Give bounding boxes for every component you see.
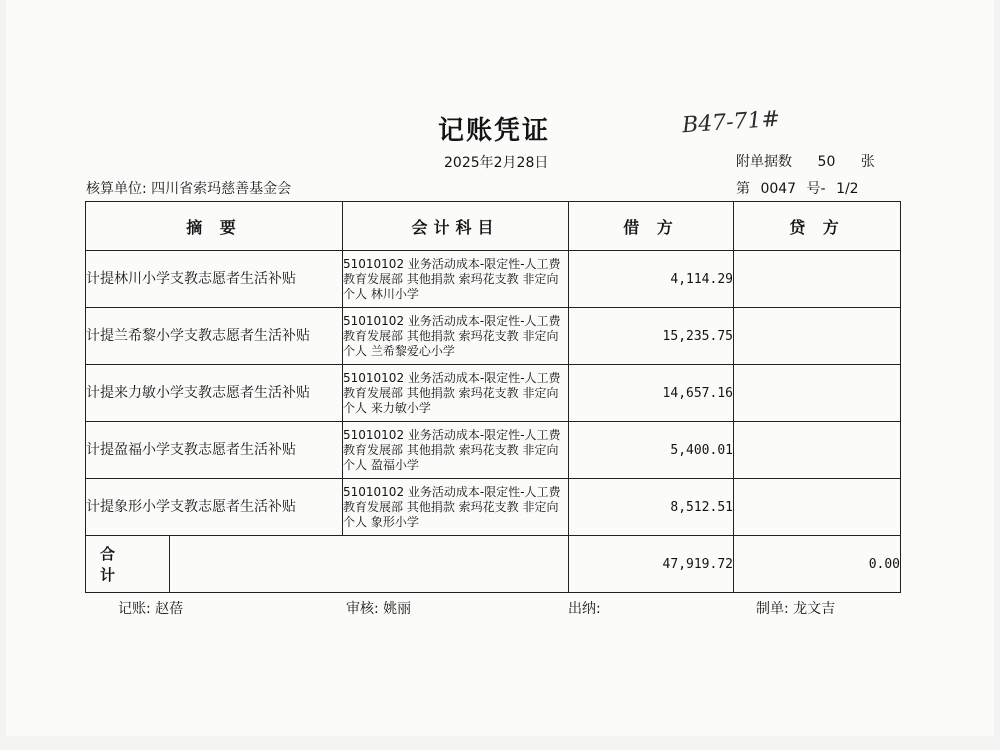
reviewer-label: 审核:: [346, 601, 379, 617]
table-row: [86, 422, 901, 479]
table-row: [86, 308, 901, 365]
accounting-unit: [86, 178, 291, 198]
total-label-cell: [86, 536, 569, 593]
voucher-title: 记账凭证: [438, 116, 551, 146]
bookkeeper-signature: [118, 598, 183, 618]
row-credit: [734, 251, 901, 308]
row-account: 51010102 业务活动成本-限定性-人工费 教育发展部 其他捐款 索玛花支教 非定向 个人 林川小学: [343, 251, 569, 308]
total-credit: 0.00: [734, 536, 901, 593]
row-debit: 15,235.75: [569, 308, 734, 365]
row-credit: [734, 422, 901, 479]
total-blank: [170, 536, 568, 592]
row-account: 51010102 业务活动成本-限定性-人工费 教育发展部 其他捐款 索玛花支教 非定向 个人 象形小学: [343, 479, 569, 536]
voucher-table: [85, 201, 901, 593]
table-row: [86, 251, 901, 308]
number-value: 0047: [760, 181, 797, 197]
row-credit: [734, 308, 901, 365]
row-debit: 8,512.51: [569, 479, 734, 536]
attachments-count: [736, 151, 875, 171]
row-summary: 计提盈福小学支教志愿者生活补贴: [86, 422, 343, 479]
row-debit: 4,114.29: [569, 251, 734, 308]
bookkeeper-label: 记账:: [118, 601, 151, 617]
reviewer-signature: [346, 598, 411, 618]
total-label: 合 计: [86, 536, 170, 592]
table-row: [86, 365, 901, 422]
header-debit: 借 方: [569, 202, 734, 251]
attachments-number: 50: [817, 154, 836, 170]
bookkeeper-name: 赵蓓: [155, 601, 184, 617]
handwritten-note: B47-71#: [681, 106, 781, 139]
row-account: 51010102 业务活动成本-限定性-人工费 教育发展部 其他捐款 索玛花支教 非定向 个人 兰希黎爱心小学: [343, 308, 569, 365]
preparer-label: 制单:: [756, 601, 789, 617]
cashier-label: 出纳:: [568, 601, 601, 617]
total-debit: 47,919.72: [569, 536, 734, 593]
preparer-signature: [756, 598, 835, 618]
total-row: [86, 536, 901, 593]
voucher-number: [736, 178, 865, 198]
row-summary: 计提象形小学支教志愿者生活补贴: [86, 479, 343, 536]
unit-name: 四川省索玛慈善基金会: [151, 181, 292, 197]
row-summary: 计提来力敏小学支教志愿者生活补贴: [86, 365, 343, 422]
row-summary: 计提兰希黎小学支教志愿者生活补贴: [86, 308, 343, 365]
header-credit: 贷 方: [734, 202, 901, 251]
number-suffix: 号-: [806, 181, 826, 197]
voucher-page: [6, 0, 994, 736]
row-credit: [734, 479, 901, 536]
row-debit: 14,657.16: [569, 365, 734, 422]
attachments-label: 附单据数: [736, 154, 792, 170]
header-summary: 摘 要: [86, 202, 343, 251]
preparer-name: 龙文吉: [793, 601, 836, 617]
row-debit: 5,400.01: [569, 422, 734, 479]
table-header: [86, 202, 901, 251]
number-prefix: 第: [736, 181, 750, 197]
row-summary: 计提林川小学支教志愿者生活补贴: [86, 251, 343, 308]
table-row: [86, 479, 901, 536]
row-credit: [734, 365, 901, 422]
attachments-unit: 张: [860, 154, 875, 170]
reviewer-name: 姚丽: [383, 601, 412, 617]
unit-label: 核算单位:: [86, 181, 147, 197]
row-account: 51010102 业务活动成本-限定性-人工费 教育发展部 其他捐款 索玛花支教 非定向 个人 盈福小学: [343, 422, 569, 479]
cashier-signature: [568, 598, 601, 618]
header-account: 会计科目: [343, 202, 569, 251]
row-account: 51010102 业务活动成本-限定性-人工费 教育发展部 其他捐款 索玛花支教 非定向 个人 来力敏小学: [343, 365, 569, 422]
voucher-date: 2025年2月28日: [444, 155, 549, 171]
page-indicator: 1/2: [836, 181, 859, 197]
